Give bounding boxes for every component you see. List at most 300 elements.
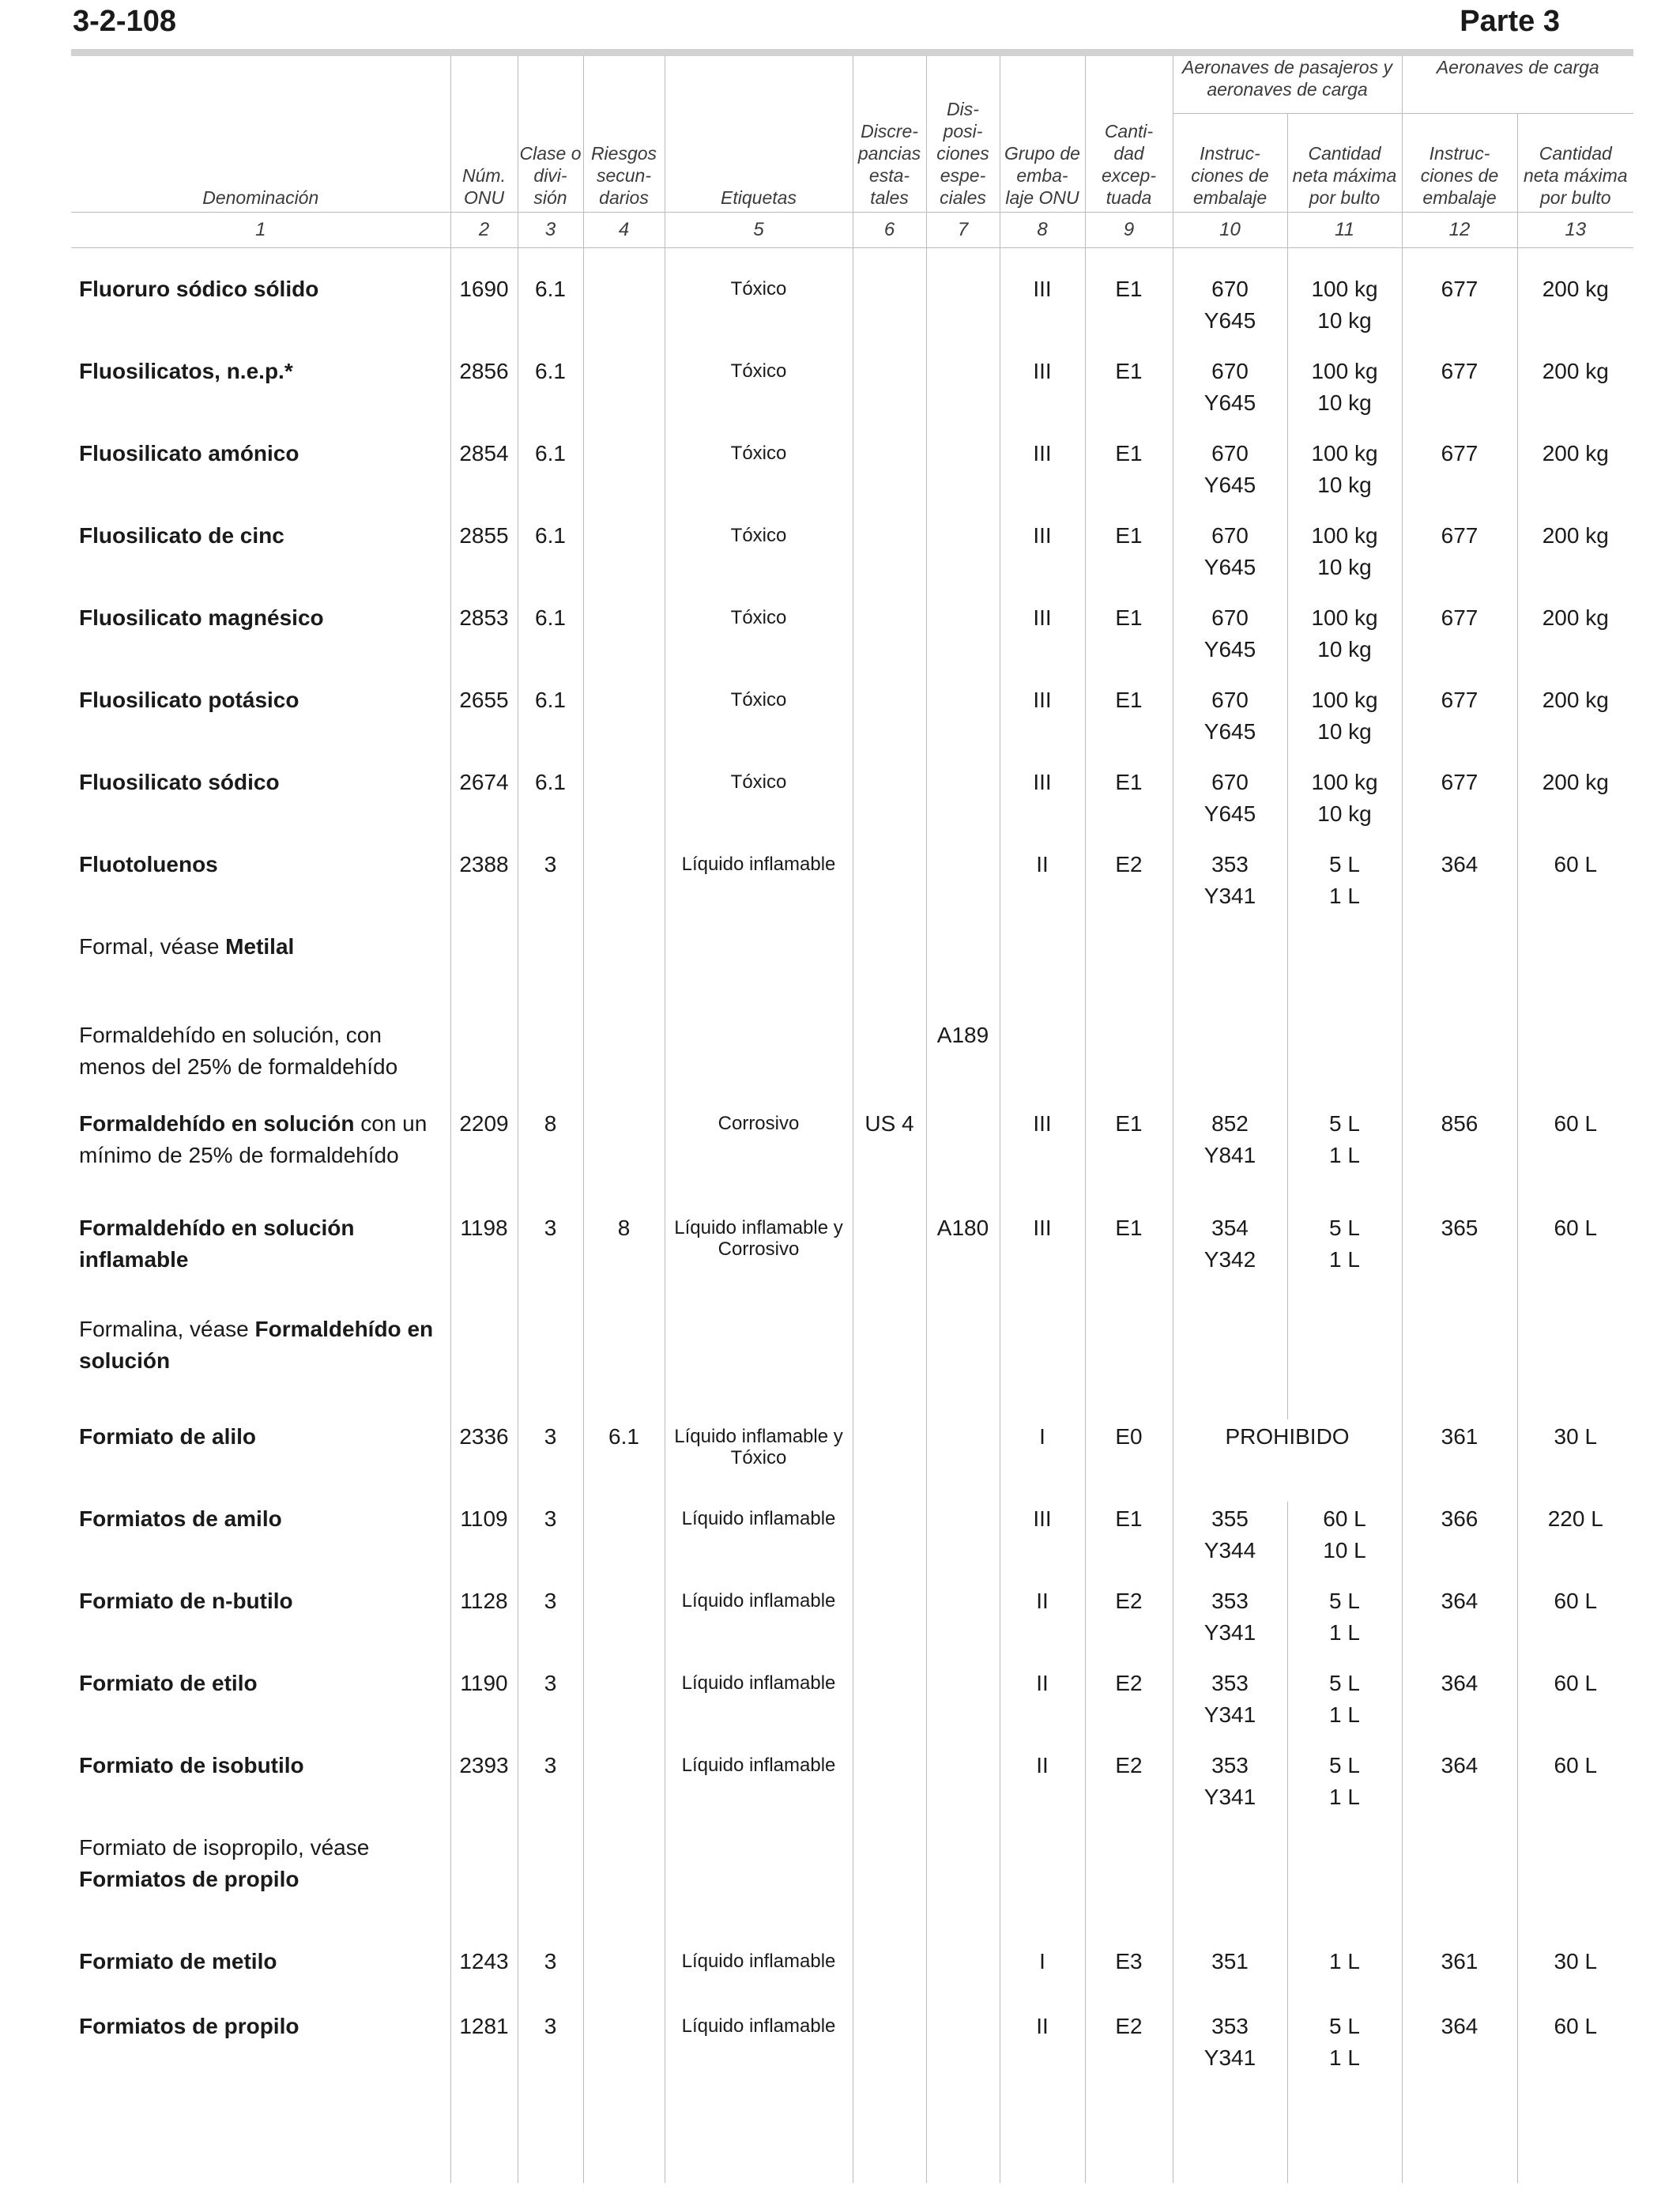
subsidiary-risk (583, 1748, 665, 1830)
cell-line: Y645 (1203, 555, 1256, 579)
cell-line: 353 (1211, 1753, 1249, 1777)
pax-packing-instruction (1173, 1018, 1287, 1106)
pax-max-quantity (1287, 683, 1402, 765)
subsidiary-risk (583, 2009, 665, 2080)
entry-name (71, 929, 450, 1018)
spacer-cell (926, 248, 1000, 273)
cell-line: 100 kg (1311, 277, 1378, 301)
cell-line: 10 kg (1317, 637, 1372, 662)
special-provision (926, 518, 1000, 601)
un-number: 2655 (450, 683, 518, 765)
un-number: 1690 (450, 272, 518, 354)
un-number: 1281 (450, 2009, 518, 2080)
subsidiary-risk (583, 765, 665, 847)
cell-line: Y341 (1203, 2045, 1256, 2070)
cargo-max-quantity: 220 L (1517, 1502, 1633, 1584)
pax-packing-instruction (1173, 1502, 1287, 1584)
cell-line: 10 kg (1317, 801, 1372, 826)
table-row (71, 1211, 1633, 1312)
excepted-quantity: E1 (1085, 518, 1173, 601)
subsidiary-risk (583, 1106, 665, 1211)
filler-cell (853, 2080, 926, 2183)
state-variation (853, 929, 926, 1018)
excepted-quantity (1085, 1830, 1173, 1944)
col-header-name: Denominación (202, 187, 319, 208)
cell-line: 351 (1211, 1949, 1249, 1973)
entry-name-rest: con un mínimo de 25% de formaldehído (79, 1111, 428, 1167)
class-division (518, 929, 583, 1018)
pax-packing-instruction (1173, 436, 1287, 518)
class-division: 3 (518, 1419, 583, 1502)
column-number: 9 (1085, 213, 1173, 248)
class-division: 6.1 (518, 518, 583, 601)
table-row (71, 1018, 1633, 1106)
filler-cell (1517, 2080, 1633, 2183)
cell-line: 355 (1211, 1506, 1249, 1531)
entry-name-bold: Fluoruro sódico sólido (79, 277, 319, 301)
cargo-packing-instruction: 361 (1402, 1944, 1517, 2009)
filler-cell (1085, 2080, 1173, 2183)
special-provision (926, 765, 1000, 847)
cell-line: 1 L (1329, 1143, 1360, 1167)
table-row (71, 436, 1633, 518)
pax-packing-instruction (1173, 1211, 1287, 1312)
entry-name-bold: Fluosilicato potásico (79, 688, 299, 712)
cell-line: 5 L (1329, 1671, 1360, 1695)
table-row (71, 1830, 1633, 1944)
table-row (71, 847, 1633, 929)
header-rule (71, 49, 1633, 56)
cargo-max-quantity (1517, 1830, 1633, 1944)
class-division: 6.1 (518, 765, 583, 847)
class-division: 3 (518, 1211, 583, 1312)
spacer-cell (1085, 248, 1173, 273)
cell-line: Y645 (1203, 308, 1256, 333)
column-number-row (71, 213, 1633, 248)
excepted-quantity: E2 (1085, 1748, 1173, 1830)
un-number: 1109 (450, 1502, 518, 1584)
special-provision (926, 1106, 1000, 1211)
entry-name-bold: Formiatos de propilo (79, 2014, 299, 2038)
special-provision (926, 1502, 1000, 1584)
pax-max-quantity (1287, 929, 1402, 1018)
table-row (71, 1944, 1633, 2009)
cell-line: 670 (1211, 688, 1249, 712)
state-variation (853, 601, 926, 683)
special-provision (926, 683, 1000, 765)
cell-line: 10 kg (1317, 555, 1372, 579)
cell-line: 100 kg (1311, 523, 1378, 548)
cell-line: 670 (1211, 605, 1249, 630)
entry-name-bold: Metilal (225, 934, 295, 959)
excepted-quantity (1085, 1018, 1173, 1106)
entry-name-bold: Formiato de n-butilo (79, 1589, 293, 1613)
entry-name-bold: Fluosilicatos, n.e.p.* (79, 359, 293, 383)
entry-name-bold: Formiato de etilo (79, 1671, 258, 1695)
class-division (518, 1018, 583, 1106)
labels: Tóxico (665, 601, 853, 683)
col-header-cargo-qty: Cantidad neta máxima por bulto (1517, 114, 1633, 213)
filler-cell (1402, 2080, 1517, 2183)
state-variation (853, 1018, 926, 1106)
table-row (71, 765, 1633, 847)
cargo-packing-instruction (1402, 1018, 1517, 1106)
excepted-quantity: E1 (1085, 1106, 1173, 1211)
excepted-quantity: E2 (1085, 847, 1173, 929)
cell-line: 1 L (1329, 1785, 1360, 1809)
class-division: 6.1 (518, 354, 583, 436)
state-variation (853, 1419, 926, 1502)
un-number: 2209 (450, 1106, 518, 1211)
pax-packing-instruction (1173, 765, 1287, 847)
cell-line: 10 kg (1317, 719, 1372, 744)
packing-group: II (1000, 1748, 1085, 1830)
class-division: 3 (518, 1944, 583, 2009)
packing-group: III (1000, 518, 1085, 601)
special-provision (926, 1419, 1000, 1502)
cell-line: 670 (1211, 441, 1249, 466)
entry-name-bold: Formiatos de amilo (79, 1506, 282, 1531)
cell-line: 5 L (1329, 852, 1360, 876)
packing-group (1000, 1830, 1085, 1944)
excepted-quantity: E1 (1085, 765, 1173, 847)
spacer-cell (583, 248, 665, 273)
cell-line: Y645 (1203, 637, 1256, 662)
table-row (71, 518, 1633, 601)
cell-line: 353 (1211, 852, 1249, 876)
labels: Tóxico (665, 765, 853, 847)
class-division (518, 1312, 583, 1419)
column-number: 8 (1000, 213, 1085, 248)
excepted-quantity: E1 (1085, 272, 1173, 354)
class-division: 6.1 (518, 683, 583, 765)
cargo-max-quantity: 60 L (1517, 1584, 1633, 1666)
packing-group: III (1000, 765, 1085, 847)
cell-line: 10 kg (1317, 390, 1372, 415)
entry-name (71, 1211, 450, 1312)
entry-name-text: Formalina, véase (79, 1317, 255, 1341)
excepted-quantity: E1 (1085, 1502, 1173, 1584)
cell-line: Y645 (1203, 473, 1256, 497)
spacer-cell (1000, 248, 1085, 273)
table-row (71, 1419, 1633, 1502)
cargo-max-quantity (1517, 1018, 1633, 1106)
packing-group (1000, 1312, 1085, 1419)
special-provision (926, 436, 1000, 518)
table-row (71, 929, 1633, 1018)
spacer-cell (518, 248, 583, 273)
labels: Líquido inflamable (665, 2009, 853, 2080)
state-variation (853, 2009, 926, 2080)
un-number: 2388 (450, 847, 518, 929)
subsidiary-risk (583, 1830, 665, 1944)
entry-name (71, 1312, 450, 1419)
cell-line: 5 L (1329, 1753, 1360, 1777)
entry-name (71, 1502, 450, 1584)
table-row (71, 2009, 1633, 2080)
subsidiary-risk (583, 1666, 665, 1748)
special-provision (926, 601, 1000, 683)
pax-packing-instruction (1173, 601, 1287, 683)
subsidiary-risk (583, 847, 665, 929)
cargo-max-quantity (1517, 929, 1633, 1018)
column-number: 11 (1287, 213, 1402, 248)
entry-name (71, 765, 450, 847)
cargo-packing-instruction: 677 (1402, 354, 1517, 436)
packing-group (1000, 929, 1085, 1018)
cell-line: Y341 (1203, 1620, 1256, 1645)
pax-max-quantity (1287, 1106, 1402, 1211)
column-number: 3 (518, 213, 583, 248)
entry-name (71, 1944, 450, 2009)
spacer-cell (450, 248, 518, 273)
table-row (71, 354, 1633, 436)
group-header-cargo: Aeronaves de carga (1402, 56, 1633, 114)
cell-line: 1 L (1329, 1620, 1360, 1645)
subsidiary-risk (583, 929, 665, 1018)
cargo-packing-instruction: 677 (1402, 601, 1517, 683)
state-variation (853, 1944, 926, 2009)
labels (665, 1018, 853, 1106)
cargo-max-quantity: 60 L (1517, 1106, 1633, 1211)
cargo-packing-instruction (1402, 929, 1517, 1018)
pax-packing-instruction (1173, 2009, 1287, 2080)
un-number: 2853 (450, 601, 518, 683)
col-header-pax-qty: Cantidad neta máxima por bulto (1287, 114, 1402, 213)
column-number: 7 (926, 213, 1000, 248)
col-header-un: Núm. ONU (450, 56, 518, 213)
subsidiary-risk: 6.1 (583, 1419, 665, 1502)
pax-max-quantity (1287, 1584, 1402, 1666)
packing-group: III (1000, 354, 1085, 436)
cell-line: 670 (1211, 523, 1249, 548)
column-number: 6 (853, 213, 926, 248)
un-number: 1190 (450, 1666, 518, 1748)
subsidiary-risk (583, 1018, 665, 1106)
entry-name (71, 1584, 450, 1666)
un-number: 2674 (450, 765, 518, 847)
un-number: 1128 (450, 1584, 518, 1666)
column-number: 13 (1517, 213, 1633, 248)
filler-cell (1287, 2080, 1402, 2183)
table-row (71, 1106, 1633, 1211)
cargo-packing-instruction: 677 (1402, 272, 1517, 354)
cargo-packing-instruction: 677 (1402, 436, 1517, 518)
special-provision (926, 1944, 1000, 2009)
class-division: 6.1 (518, 272, 583, 354)
cargo-max-quantity: 60 L (1517, 1211, 1633, 1312)
state-variation (853, 1666, 926, 1748)
class-division: 3 (518, 1502, 583, 1584)
cargo-max-quantity: 60 L (1517, 2009, 1633, 2080)
cell-line: 100 kg (1311, 770, 1378, 794)
subsidiary-risk (583, 518, 665, 601)
cargo-max-quantity: 200 kg (1517, 354, 1633, 436)
packing-group (1000, 1018, 1085, 1106)
packing-group: III (1000, 601, 1085, 683)
cargo-packing-instruction: 366 (1402, 1502, 1517, 1584)
pax-max-quantity (1287, 765, 1402, 847)
excepted-quantity: E2 (1085, 2009, 1173, 2080)
excepted-quantity: E2 (1085, 1666, 1173, 1748)
labels: Líquido inflamable y Corrosivo (665, 1211, 853, 1312)
entry-name (71, 683, 450, 765)
cell-line: 353 (1211, 1589, 1249, 1613)
cell-line: Y341 (1203, 1785, 1256, 1809)
cell-line: 100 kg (1311, 441, 1378, 466)
pax-max-quantity (1287, 436, 1402, 518)
special-provision (926, 1584, 1000, 1666)
excepted-quantity (1085, 929, 1173, 1018)
pax-packing-instruction (1173, 1312, 1287, 1419)
subsidiary-risk (583, 436, 665, 518)
cargo-packing-instruction: 361 (1402, 1419, 1517, 1502)
cell-line: 353 (1211, 1671, 1249, 1695)
cargo-max-quantity: 200 kg (1517, 765, 1633, 847)
col-header-special: Dis- posi- ciones espe- ciales (926, 56, 1000, 213)
spacer-cell (853, 248, 926, 273)
cell-line: 5 L (1329, 1589, 1360, 1613)
labels: Líquido inflamable (665, 1748, 853, 1830)
entry-name-bold: Formaldehído en solución (79, 1317, 434, 1373)
entry-name (71, 1018, 450, 1106)
un-number: 2336 (450, 1419, 518, 1502)
page-header (73, 0, 1607, 51)
cell-line: 5 L (1329, 2014, 1360, 2038)
cell-line: 5 L (1329, 1111, 1360, 1136)
cargo-max-quantity: 200 kg (1517, 683, 1633, 765)
page-number: 3-2-108 (73, 5, 176, 38)
class-division: 3 (518, 847, 583, 929)
subsidiary-risk (583, 1944, 665, 2009)
table-row (71, 1502, 1633, 1584)
cell-line: 100 kg (1311, 688, 1378, 712)
state-variation (853, 1830, 926, 1944)
cell-line: Y645 (1203, 390, 1256, 415)
cell-line: 10 kg (1317, 308, 1372, 333)
labels: Líquido inflamable (665, 1666, 853, 1748)
cell-line: 100 kg (1311, 359, 1378, 383)
labels: Tóxico (665, 436, 853, 518)
table-body (71, 248, 1633, 2184)
col-header-variations: Discre- pancias esta- tales (853, 56, 926, 213)
pax-forbidden: PROHIBIDO (1173, 1419, 1402, 1502)
table-row (71, 272, 1633, 354)
packing-group: III (1000, 436, 1085, 518)
entry-name (71, 1748, 450, 1830)
labels: Líquido inflamable (665, 1944, 853, 2009)
table-row (71, 1748, 1633, 1830)
labels (665, 1312, 853, 1419)
spacer-cell (1287, 248, 1402, 273)
entry-name-bold: Formiato de metilo (79, 1949, 277, 1973)
state-variation (853, 1211, 926, 1312)
filler-cell (450, 2080, 518, 2183)
cell-line: Y342 (1203, 1247, 1256, 1272)
entry-name-bold: Formiato de isobutilo (79, 1753, 304, 1777)
excepted-quantity: E1 (1085, 436, 1173, 518)
pax-packing-instruction (1173, 1830, 1287, 1944)
class-division: 3 (518, 1584, 583, 1666)
entry-name-bold: Formaldehído en solución (79, 1111, 355, 1136)
cargo-max-quantity: 60 L (1517, 1666, 1633, 1748)
cargo-packing-instruction: 856 (1402, 1106, 1517, 1211)
pax-packing-instruction (1173, 847, 1287, 929)
labels (665, 929, 853, 1018)
spacer-cell (1517, 248, 1633, 273)
cell-line: 100 kg (1311, 605, 1378, 630)
cargo-max-quantity: 60 L (1517, 1748, 1633, 1830)
cell-line: 5 L (1329, 1216, 1360, 1240)
cell-line: 353 (1211, 2014, 1249, 2038)
cargo-packing-instruction: 364 (1402, 2009, 1517, 2080)
entry-name (71, 518, 450, 601)
labels: Tóxico (665, 272, 853, 354)
pax-max-quantity (1287, 1018, 1402, 1106)
cell-line: 852 (1211, 1111, 1249, 1136)
special-provision: A189 (926, 1018, 1000, 1106)
cell-line: 1 L (1329, 2045, 1360, 2070)
entry-name-bold: Formiatos de propilo (79, 1867, 299, 1891)
cargo-packing-instruction: 364 (1402, 847, 1517, 929)
cell-line: 1 L (1329, 884, 1360, 908)
pax-packing-instruction (1173, 354, 1287, 436)
special-provision (926, 1666, 1000, 1748)
labels: Líquido inflamable y Tóxico (665, 1419, 853, 1502)
special-provision (926, 929, 1000, 1018)
un-number: 2855 (450, 518, 518, 601)
class-division: 6.1 (518, 601, 583, 683)
table-row (71, 601, 1633, 683)
packing-group: III (1000, 1211, 1085, 1312)
entry-name (71, 436, 450, 518)
excepted-quantity: E0 (1085, 1419, 1173, 1502)
cell-line: Y344 (1203, 1538, 1256, 1563)
excepted-quantity: E1 (1085, 601, 1173, 683)
col-header-labels: Etiquetas (665, 56, 853, 213)
pax-max-quantity (1287, 1211, 1402, 1312)
state-variation (853, 1312, 926, 1419)
cell-line: 10 kg (1317, 473, 1372, 497)
filler-cell (926, 2080, 1000, 2183)
entry-name-bold: Fluosilicato magnésico (79, 605, 324, 630)
entry-name-text: Formal, véase (79, 934, 226, 959)
state-variation (853, 518, 926, 601)
col-header-pg: Grupo de emba- laje ONU (1000, 56, 1085, 213)
pax-packing-instruction (1173, 1666, 1287, 1748)
un-number: 1198 (450, 1211, 518, 1312)
pax-max-quantity (1287, 518, 1402, 601)
column-number: 5 (665, 213, 853, 248)
cargo-max-quantity: 200 kg (1517, 518, 1633, 601)
special-provision: A180 (926, 1211, 1000, 1312)
packing-group: I (1000, 1419, 1085, 1502)
dangerous-goods-table (71, 56, 1633, 2194)
column-number: 4 (583, 213, 665, 248)
spacer-cell (71, 248, 450, 273)
un-number (450, 929, 518, 1018)
excepted-quantity: E1 (1085, 354, 1173, 436)
subsidiary-risk: 8 (583, 1211, 665, 1312)
un-number: 2854 (450, 436, 518, 518)
pax-max-quantity (1287, 272, 1402, 354)
pax-packing-instruction (1173, 1944, 1287, 2009)
special-provision (926, 1312, 1000, 1419)
filler-cell (583, 2080, 665, 2183)
cargo-packing-instruction: 677 (1402, 765, 1517, 847)
state-variation (853, 1502, 926, 1584)
packing-group: III (1000, 683, 1085, 765)
